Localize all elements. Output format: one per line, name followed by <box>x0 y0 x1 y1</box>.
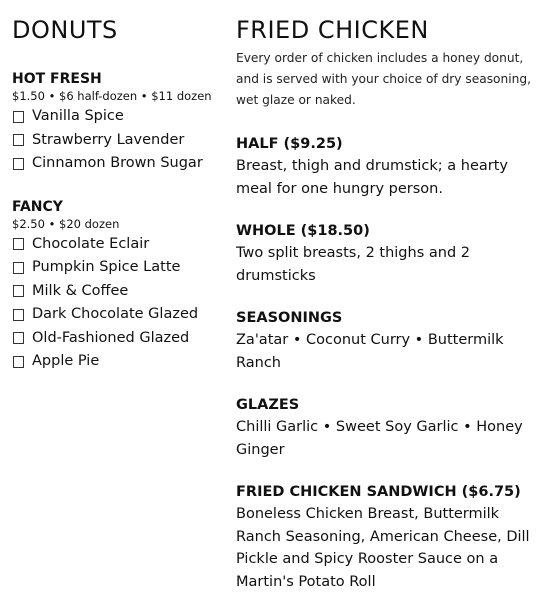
list-item[interactable] <box>12 280 224 304</box>
list-item[interactable] <box>12 233 224 257</box>
item-label: Milk & Coffee <box>32 282 129 299</box>
item-label: Dark Chocolate Glazed <box>32 306 199 322</box>
checkbox-icon[interactable] <box>13 356 24 368</box>
item-label: Strawberry Lavender <box>32 131 185 148</box>
sandwich-description: Boneless Chicken Breast, Buttermilk Ranch Seasoning, American Cheese, Dill Pickle and Spicy Rooster Sauce on a Martin's Potato Roll <box>236 506 530 590</box>
glazes-block <box>236 394 532 461</box>
list-item[interactable] <box>12 256 224 280</box>
checkbox-icon[interactable] <box>13 158 24 170</box>
seasonings-block <box>236 307 532 374</box>
fancy-price: $2.50 • $20 dozen <box>12 216 120 231</box>
checkbox-icon[interactable] <box>13 262 24 274</box>
item-label: Cinnamon Brown Sugar <box>32 155 203 171</box>
hot-fresh-group <box>12 70 224 176</box>
item-label: Vanilla Spice <box>32 108 124 124</box>
seasonings-description: Za'atar • Coconut Curry • Buttermilk Ranch <box>236 332 504 371</box>
hot-fresh-list <box>12 105 224 176</box>
sandwich-block <box>236 481 532 593</box>
fancy-group <box>12 198 224 374</box>
half-block <box>236 133 532 200</box>
checkbox-icon[interactable] <box>13 111 24 123</box>
checkbox-icon[interactable] <box>13 134 24 146</box>
list-item[interactable] <box>12 350 224 374</box>
fried-chicken-intro: Every order of chicken includes a honey donut, and is served with your choice of dry seasoning, wet glaze or naked. <box>236 51 531 107</box>
hot-fresh-price: $1.50 • $6 half-dozen • $11 dozen <box>12 89 212 103</box>
list-item[interactable] <box>12 129 224 153</box>
list-item[interactable] <box>12 303 224 327</box>
fried-chicken-title: FRIED CHICKEN <box>236 16 429 44</box>
list-item[interactable] <box>12 327 224 351</box>
item-label: Old-Fashioned Glazed <box>32 329 190 346</box>
fancy-list <box>12 233 224 374</box>
donuts-title: DONUTS <box>12 16 118 44</box>
list-item[interactable] <box>12 152 224 176</box>
item-label: Apple Pie <box>32 353 100 369</box>
checkbox-icon[interactable] <box>13 309 24 321</box>
whole-description: Two split breasts, 2 thighs and 2 drumsticks <box>236 245 470 284</box>
seasonings-heading: SEASONINGS <box>236 310 343 326</box>
checkbox-icon[interactable] <box>13 285 24 297</box>
donuts-column <box>12 14 224 374</box>
sandwich-heading: FRIED CHICKEN SANDWICH ($6.75) <box>236 484 521 500</box>
hot-fresh-heading: HOT FRESH <box>12 71 102 87</box>
checkbox-icon[interactable] <box>13 238 24 250</box>
fancy-heading: FANCY <box>12 198 63 215</box>
glazes-description: Chilli Garlic • Sweet Soy Garlic • Honey Ginger <box>236 419 523 458</box>
item-label: Chocolate Eclair <box>32 235 150 252</box>
half-description: Breast, thigh and drumstick; a hearty meal for one hungry person. <box>236 158 508 197</box>
fried-chicken-column <box>236 14 532 593</box>
glazes-heading: GLAZES <box>236 397 300 413</box>
whole-block <box>236 220 532 287</box>
checkbox-icon[interactable] <box>13 332 24 344</box>
item-label: Pumpkin Spice Latte <box>32 259 181 275</box>
list-item[interactable] <box>12 105 224 129</box>
whole-heading: WHOLE ($18.50) <box>236 223 370 239</box>
half-heading: HALF ($9.25) <box>236 136 343 152</box>
